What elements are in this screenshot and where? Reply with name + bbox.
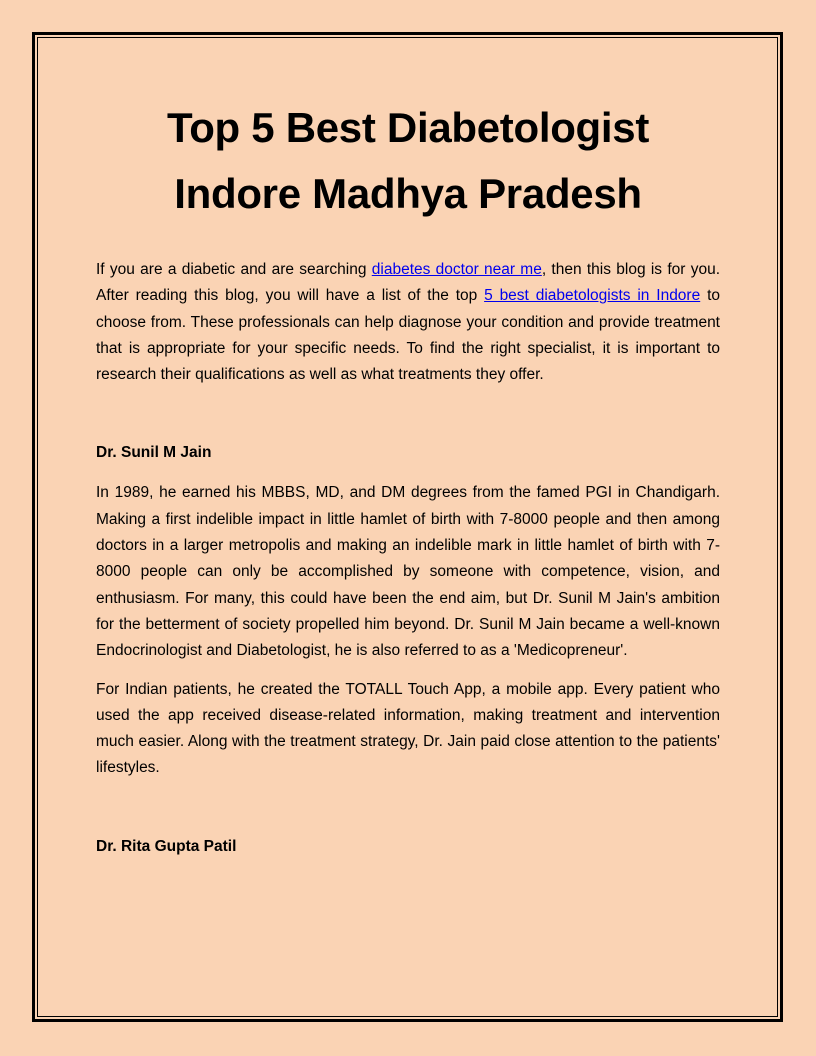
doctor-heading-rita-gupta-patil: Dr. Rita Gupta Patil bbox=[96, 837, 237, 855]
title-line-1: Top 5 Best Diabetologist bbox=[166, 104, 650, 151]
intro-paragraph bbox=[96, 257, 720, 388]
doctor-heading-sunil-jain: Dr. Sunil M Jain bbox=[96, 444, 212, 462]
intro-text-3: to choose from. These professionals can help diagnose your condition and provide treatment that is appropriate for your specific needs. To find the right specialist, it is important to research their qualifications as well as what treatments they offer. bbox=[96, 287, 720, 384]
doctor-paragraph-2: For Indian patients, he created the TOTALL Touch App, a mobile app. Every patient who used the app received disease-related information, making treatment and intervention much easier. Along with the treatment strategy, Dr. Jain paid close attention to the patients' lifestyles. bbox=[96, 680, 720, 777]
intro-text-1: If you are a diabetic and are searching bbox=[96, 261, 372, 278]
intro-text-2: , then this blog is for you. After reading this blog, you will have a list of the top bbox=[96, 261, 720, 305]
doctor-paragraph-1: In 1989, he earned his MBBS, MD, and DM degrees from the famed PGI in Chandigarh. Making a first indelible impact in little hamlet of birth with 7-8000 people and then among doctors in a larger metropolis and making an indelible mark in little hamlet of birth with 7-8000 people can only be accomplished by someone with competence, vision, and enthusiasm. For many, this could have been the end aim, but Dr. Sunil M Jain's ambition for the betterment of society propelled him beyond. Dr. Sunil M Jain became a well-known Endocrinologist and Diabetologist, he is also referred to as a 'Medicopreneur'. bbox=[96, 484, 720, 660]
title-line-2: Indore Madhya Pradesh bbox=[174, 170, 642, 217]
page-title bbox=[96, 95, 720, 227]
diabetes-doctor-near-me-link[interactable]: diabetes doctor near me bbox=[371, 261, 542, 278]
best-diabetologists-link[interactable]: 5 best diabetologists in Indore bbox=[484, 287, 701, 305]
document-body bbox=[96, 95, 720, 860]
